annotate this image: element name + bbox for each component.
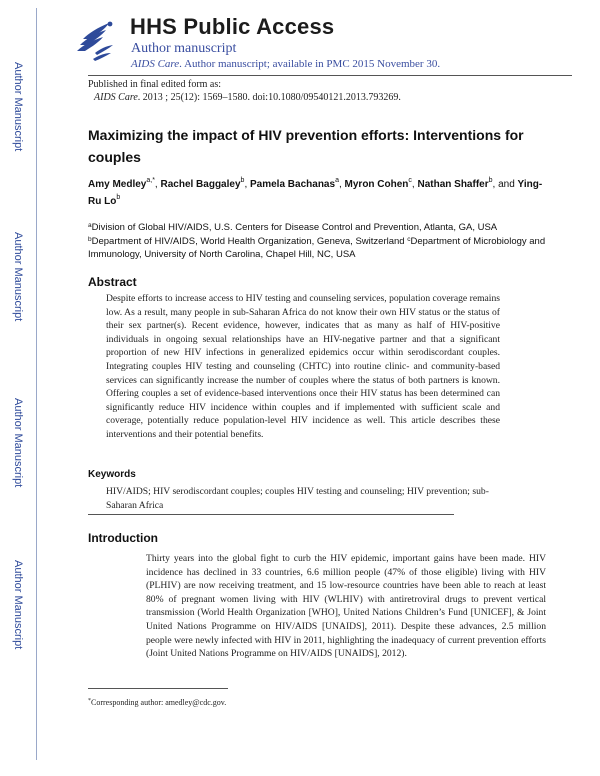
abstract-heading: Abstract: [88, 275, 137, 289]
sidebar-label-author-manuscript: Author Manuscript: [12, 232, 24, 322]
footnote-divider: [88, 688, 228, 689]
author-list: [88, 176, 548, 210]
author-affiliation-marker: b: [116, 194, 121, 201]
footnote-text[interactable]: Corresponding author: amedley@cdc.gov.: [91, 698, 227, 707]
sidebar-label-author-manuscript: Author Manuscript: [12, 398, 24, 488]
author-separator: , and: [492, 179, 518, 190]
keywords-divider: [88, 514, 454, 515]
author-name[interactable]: Ying-Ru Lo: [88, 179, 543, 207]
affiliation-marker: c: [407, 235, 411, 243]
margin-rule: [36, 8, 37, 760]
header-divider: [88, 75, 572, 76]
affiliation-marker: b: [88, 235, 92, 243]
sidebar-label-author-manuscript: Author Manuscript: [12, 62, 24, 152]
author-name[interactable]: Amy Medley: [88, 179, 147, 190]
citation-text: . 2013 ; 25(12): 1569–1580. doi:10.1080/09540121.2013.793269.: [137, 92, 401, 103]
author-separator: ,: [338, 179, 345, 190]
affiliation-marker: a: [88, 222, 92, 229]
published-label: Published in final edited form as:: [88, 79, 222, 90]
author-separator: ,: [154, 179, 161, 190]
author-manuscript-subtitle: Author manuscript: [131, 41, 237, 56]
author-name[interactable]: Myron Cohen: [344, 179, 409, 190]
introduction-heading: Introduction: [88, 531, 158, 545]
affiliations: [88, 221, 550, 262]
footnote: [88, 698, 226, 707]
abstract-text: Despite efforts to increase access to HIV testing and counseling services, population coverage remains low. As a result, many people in sub-Saharan Africa do not know their own HIV status or the status of their sex partner(s). Recent evidence, however, indicates that as many as half of HIV-positive individuals in ongoing sexual relationships have an HIV-negative partner and that a significant proportion of new HIV infections in generalized epidemics occur within serodiscordant couples. Integrating couples HIV testing and counseling (CHTC) into routine clinic- and community-based services can significantly increase the number of couples where the status of both partners is known. Offering couples a set of evidence-based interventions once their HIV status has been determined can significantly reduce HIV incidence within couples and if implemented with sufficient scale and coverage, potentially reduce population-level HIV incidence as well. This article describes these interventions and their potential benefits.: [106, 293, 500, 440]
author-name[interactable]: Nathan Shaffer: [417, 179, 489, 190]
keywords-heading: Keywords: [88, 469, 136, 480]
hhs-eagle-logo-icon: [73, 15, 117, 65]
author-affiliation-marker: a: [335, 177, 339, 184]
hhs-public-access-title: HHS Public Access: [130, 14, 335, 39]
footnote-marker: *: [88, 698, 91, 704]
citation-line: [88, 91, 401, 104]
availability-line: [131, 58, 440, 70]
affiliation-text: Division of Global HIV/AIDS, U.S. Centers for Disease Control and Prevention, Atlanta, GA, USA: [91, 222, 497, 233]
citation-journal[interactable]: AIDS Care: [94, 92, 138, 103]
availability-text: . Author manuscript; available in PMC 2015 November 30.: [179, 58, 441, 70]
keywords-text: HIV/AIDS; HIV serodiscordant couples; couples HIV testing and counseling; HIV prevention; sub-Saharan Africa: [106, 486, 489, 511]
author-name[interactable]: Pamela Bachanas: [250, 179, 336, 190]
article-title: Maximizing the impact of HIV prevention efforts: Interventions for couples: [88, 127, 524, 165]
author-affiliation-marker: a,*: [146, 177, 155, 184]
author-affiliation-marker: b: [240, 177, 245, 184]
journal-name[interactable]: AIDS Care: [131, 58, 180, 70]
affiliation-text: Department of HIV/AIDS, World Health Organization, Geneva, Switzerland: [91, 235, 405, 247]
author-separator: ,: [411, 179, 418, 190]
affiliation-text: Department of Microbiology and Immunology, University of North Carolina, Chapel Hill, NC, USA: [88, 235, 546, 260]
sidebar-label-author-manuscript: Author Manuscript: [12, 560, 24, 650]
author-affiliation-marker: b: [488, 177, 493, 184]
publication-info: [88, 78, 401, 104]
author-name[interactable]: Rachel Baggaley: [160, 179, 241, 190]
introduction-text: Thirty years into the global fight to curb the HIV epidemic, important gains have been made. HIV incidence has declined in 33 countries, 6.6 million people (47% of those eligible) living with HIV (PLHIV) are now receiving treatment, and 15 low-resource countries have been able to reach at least 80% of pregnant women living with HIV (WLHIV) with antiretroviral drugs to prevent vertical transmission (World Health Organization [WHO], United Nations Children’s Fund [UNICEF], & Joint United Nations Programme on HIV/AIDS [UNAIDS], 2011). Despite these advances, 2.5 million people were newly infected with HIV in 2011, highlighting the inadequacy of current prevention efforts (Joint United Nations Programme on HIV/AIDS [UNAIDS], 2012).: [146, 553, 546, 660]
author-separator: ,: [244, 179, 250, 190]
author-affiliation-marker: c: [408, 177, 412, 184]
